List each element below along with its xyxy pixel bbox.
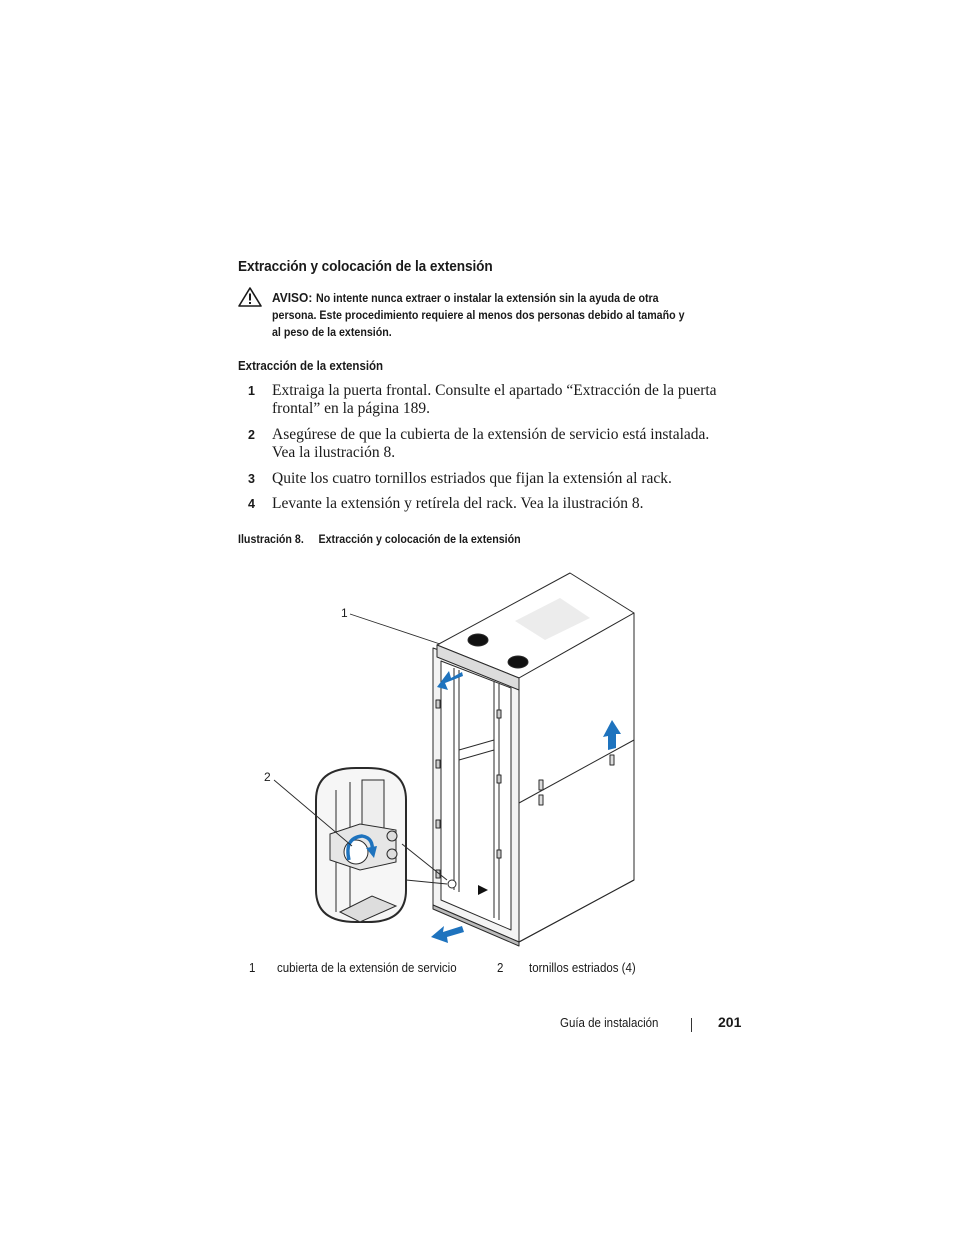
rack-front-opening (441, 661, 511, 930)
side-latch (539, 795, 543, 805)
pull-out-arrow-icon (431, 926, 464, 943)
callout-1-label: 1 (341, 606, 348, 620)
warning-text-line1: No intente nunca extraer o instalar la extensión sin la ayuda de otra (316, 292, 659, 305)
step-text (272, 382, 738, 418)
side-latch (610, 755, 614, 765)
rack-extension-illustration (250, 560, 650, 950)
step-number: 2 (248, 428, 255, 442)
warning-text-line3: al peso de la extensión. (272, 326, 392, 339)
footer-doc-title: Guía de instalación (560, 1016, 659, 1030)
thumbscrew-detail-inset (316, 768, 447, 922)
thumbscrew-location (448, 880, 456, 888)
legend-num-1: 1 (249, 961, 256, 975)
rack-top-hole (508, 656, 528, 668)
footer-separator (691, 1018, 692, 1032)
side-latch (539, 780, 543, 790)
warning-triangle-icon (238, 287, 262, 307)
figure-caption-title: Extracción y colocación de la extensión (318, 533, 521, 546)
step-text-line2: frontal” en la página 189. (272, 400, 430, 417)
page-number: 201 (718, 1014, 742, 1030)
warning-text (272, 289, 704, 341)
legend-num-2: 2 (497, 961, 504, 975)
figure-caption-label: Ilustración 8. (238, 533, 304, 546)
procedure-steps (238, 382, 738, 520)
legend-text-2: tornillos estriados (4) (529, 961, 636, 975)
step-text: Levante la extensión y retírela del rack. Vea la ilustración 8. (272, 495, 644, 512)
figure-caption (238, 533, 521, 546)
step-text (272, 426, 738, 462)
step-number: 4 (248, 497, 255, 511)
step-text-line1: Asegúrese de que la cubierta de la extensión de servicio está instalada. (272, 426, 710, 443)
rack-top-hole (468, 634, 488, 646)
warning-text-line2: persona. Este procedimiento requiere al menos dos personas debido al tamaño y (272, 309, 685, 322)
step-number: 1 (248, 384, 255, 398)
callout-1-leader (350, 614, 440, 644)
step-text-line1: Extraiga la puerta frontal. Consulte el apartado “Extracción de la puerta (272, 382, 717, 399)
step-item (238, 382, 738, 426)
legend-text-1: cubierta de la extensión de servicio (277, 961, 457, 975)
step-number: 3 (248, 472, 255, 486)
step-item (238, 495, 738, 520)
callout-2-label: 2 (264, 770, 271, 784)
section-title: Extracción y colocación de la extensión (238, 259, 493, 275)
step-text-line2: Vea la ilustración 8. (272, 444, 396, 461)
warning-label: AVISO: (272, 290, 313, 305)
step-item (238, 470, 738, 495)
step-item (238, 426, 738, 470)
subsection-title: Extracción de la extensión (238, 359, 384, 373)
step-text: Quite los cuatro tornillos estriados que fijan la extensión al rack. (272, 470, 672, 487)
